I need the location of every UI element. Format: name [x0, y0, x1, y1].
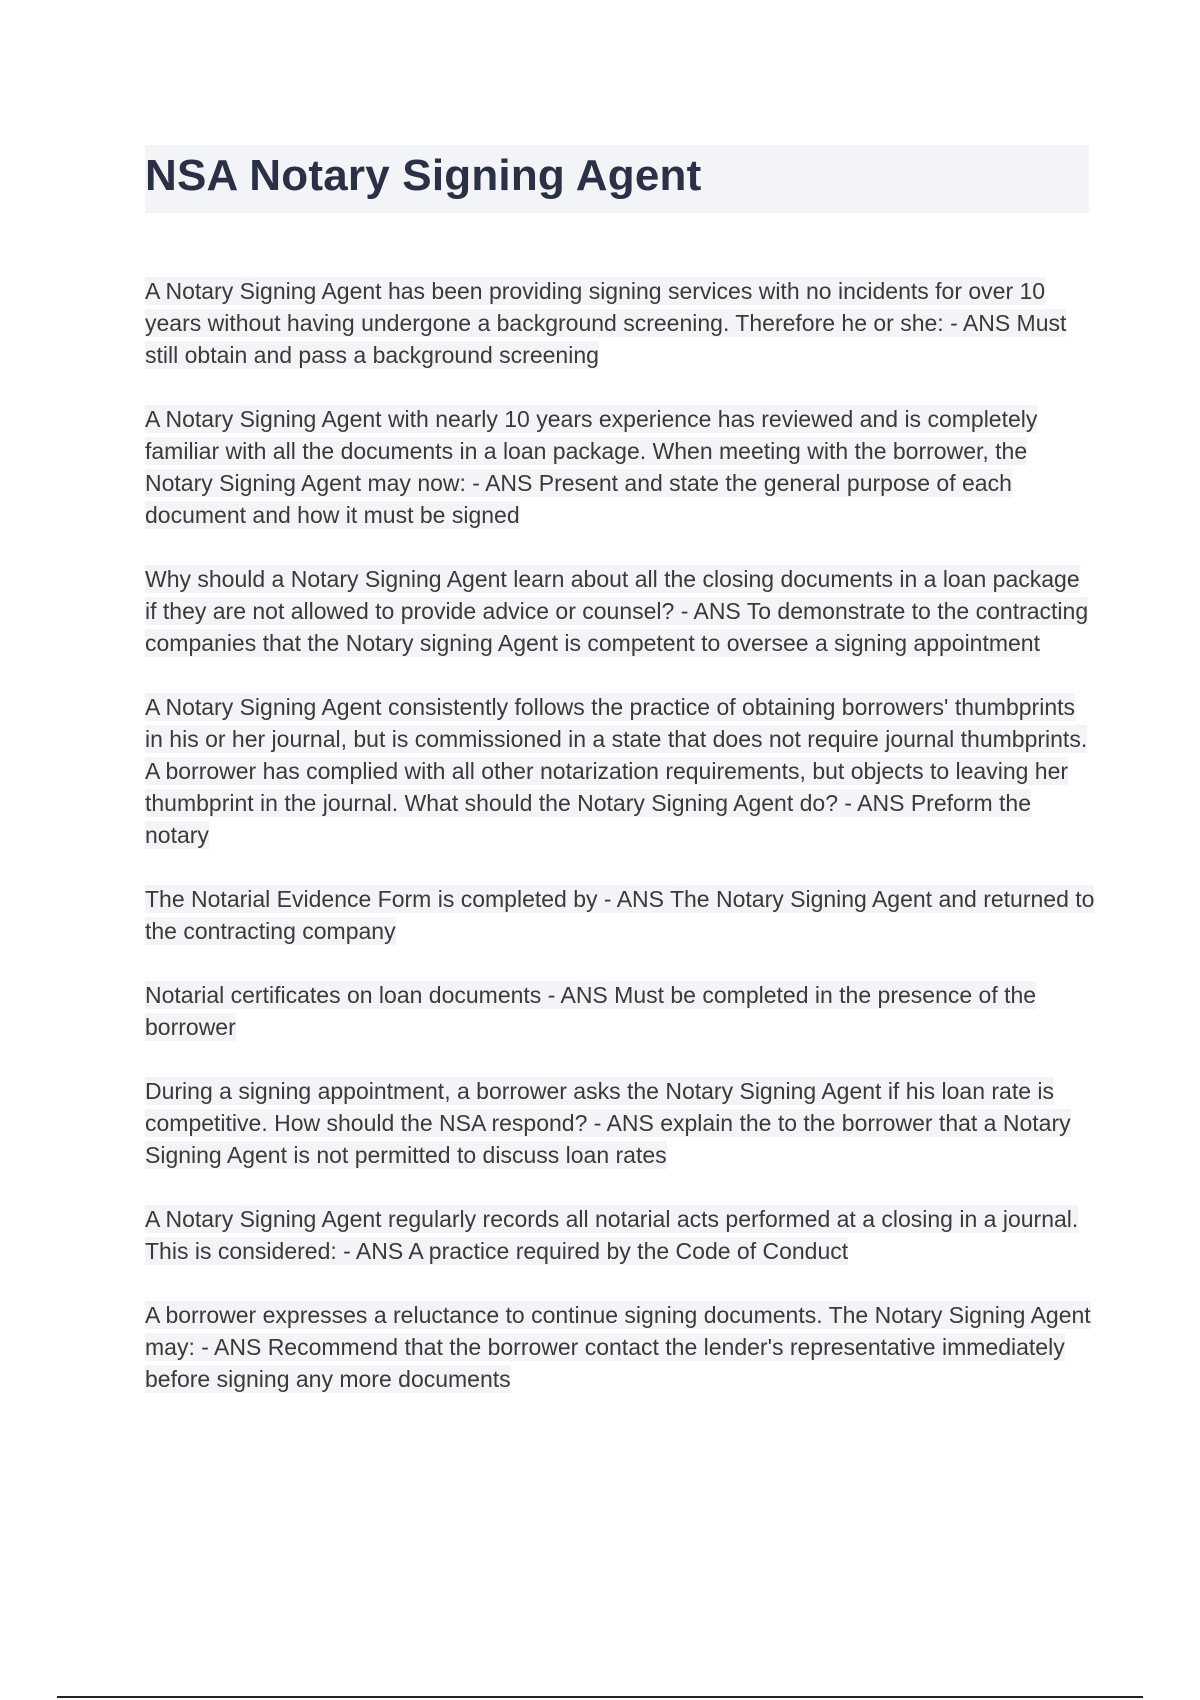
qa-text: During a signing appointment, a borrower asks the Notary Signing Agent if his loan rate is competitive. How should the NSA respond? - ANS explain the to the borrower that a Notary Signing Agent is not permitted to discuss loan rates [145, 1078, 1071, 1168]
qa-item [145, 883, 1095, 947]
qa-item [145, 275, 1095, 371]
qa-item [145, 403, 1095, 531]
qa-item [145, 979, 1095, 1043]
bottom-divider [57, 1696, 1143, 1698]
qa-text: The Notarial Evidence Form is completed by - ANS The Notary Signing Agent and returned to the contracting company [145, 886, 1095, 944]
qa-item [145, 691, 1095, 851]
page-title: NSA Notary Signing Agent [145, 151, 702, 200]
qa-item [145, 563, 1095, 659]
qa-text: A Notary Signing Agent has been providing signing services with no incidents for over 10 years without having undergone a background screening. Therefore he or she: - ANS Must still obtain and pass a background screening [145, 278, 1067, 368]
qa-text: Why should a Notary Signing Agent learn about all the closing documents in a loan package if they are not allowed to provide advice or counsel? - ANS To demonstrate to the contracting companies that the Notary signing Agent is competent to oversee a signing appointment [145, 566, 1089, 656]
qa-text: A borrower expresses a reluctance to continue signing documents. The Notary Signing Agent may: - ANS Recommend that the borrower contact the lender's representative immediately before signing any more documents [145, 1302, 1091, 1392]
qa-text: Notarial certificates on loan documents - ANS Must be completed in the presence of the borrower [145, 982, 1037, 1040]
qa-text: A Notary Signing Agent regularly records all notarial acts performed at a closing in a journal. This is considered: - ANS A practice required by the Code of Conduct [145, 1206, 1079, 1264]
qa-text: A Notary Signing Agent with nearly 10 years experience has reviewed and is completely familiar with all the documents in a loan package. When meeting with the borrower, the Notary Signing Agent may now: - ANS Present and state the general purpose of each document and how it must be signed [145, 406, 1038, 528]
qa-item [145, 1075, 1095, 1171]
qa-item [145, 1299, 1095, 1395]
qa-text: A Notary Signing Agent consistently follows the practice of obtaining borrowers' thumbprints in his or her journal, but is commissioned in a state that does not require journal thumbprints. A borrower has complied with all other notarization requirements, but objects to leaving her thumbprint in the journal. What should the Notary Signing Agent do? - ANS Preform the notary [145, 694, 1088, 848]
qa-item [145, 1203, 1095, 1267]
question-answer-list [145, 275, 1095, 1427]
